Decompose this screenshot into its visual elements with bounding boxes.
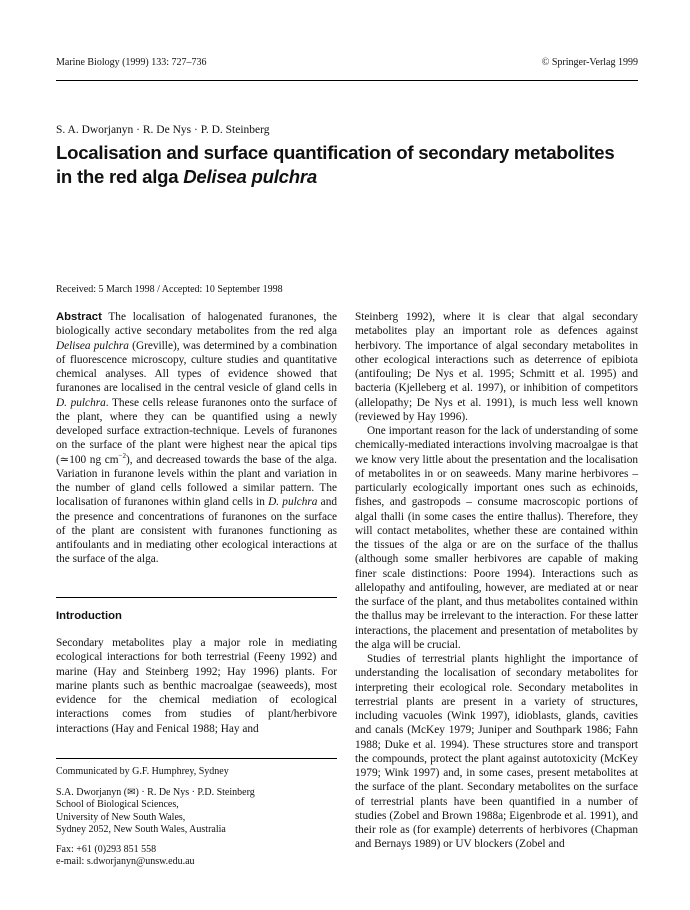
email-address: e-mail: s.dworjanyn@unsw.edu.au bbox=[56, 856, 195, 867]
abstract: Abstract The localisation of halogenated furanones, the biologically active secondary metabolites from the red alga Delisea pulchra (Greville), was determined by a combination of fluorescence microscopy, culture studies and quantitative chemical analyses. All types of evidence showed that furanones are localised in the central vesicle of gland cells in D. pulchra. These cells release furanones onto the surface of the plant, where they can be quantified using a newly developed surface extraction-technique. Levels of furanones on the surface of the plant were highest near the apical tips (≃100 ng $cm^{-2}$), and decreased towards the base of the alga. Variation in furanone levels within the plant and variation in the number of gland cells followed a similar pattern. The localisation of furanones within gland cells in D. pulchra and the presence and concentrations of furanones on the surface of the plant are consistent with furanones functioning as antifoulants and in mediating other ecological interactions at the surface of the alga. bbox=[56, 311, 337, 566]
article-title bbox=[56, 141, 636, 189]
copyright-notice: © Springer-Verlag 1999 bbox=[541, 57, 638, 68]
paragraph: One important reason for the lack of understanding of some chemically-mediated interactions involving macroalgae is that we know very little about the presentation and the localisation of metabolites in or on seaweeds. Many marine herbivores – particularly ecologically important ones such as echinoids, fishes, and gastropods – consume macroscopic portions of algal thalli (in some cases the entire thallus). Therefore, they will contact metabolites, whether these are contained within the tissues of the alga or are on the surface of the thallus (although some smaller herbivores are capable of making finer scale distinctions: Poore 1994). Interactions such as allelopathy and antifouling, however, are mediated at or near the surface of the plant, and thus metabolites contained within the thallus may be irrelevant to the interaction. For these latter interactions, the placement and presentation of metabolites by the alga will be crucial. bbox=[355, 425, 638, 651]
paragraph: Studies of terrestrial plants highlight the importance of understanding the localisation of secondary metabolites for interpreting their ecological role. Secondary metabolites in terrestrial plants are present in a variety of structures, including vacuoles (Wink 1997), idioblasts, glands, cavities and canals (McKey 1979; Juniper and Southpark 1986; Fahn 1988; Duke et al. 1994). These structures store and transport the compounds, protect the plant against autotoxicity (McKey 1979; Wink 1997) and, in some cases, present metabolites at the surface of the plant. Secondary metabolites on the surface of terrestrial plants have been quantified in a number of studies (Zobel and Brown 1988a; Eigenbrode et al. 1991), and their role as (for example) deterrents of herbivores (Chapman and Bernays 1989) or UV blockers (Zobel and bbox=[355, 653, 638, 851]
address-line: Sydney 2052, New South Wales, Australia bbox=[56, 824, 226, 835]
section-rule bbox=[56, 597, 337, 598]
author-list: S. A. Dworjanyn · R. De Nys · P. D. Steinberg bbox=[56, 124, 270, 136]
abstract-label: Abstract bbox=[56, 311, 102, 323]
left-column bbox=[56, 310, 337, 567]
footnote bbox=[56, 766, 337, 869]
received-accepted-dates: Received: 5 March 1998 / Accepted: 10 September 1998 bbox=[56, 284, 283, 295]
address-line: University of New South Wales, bbox=[56, 811, 186, 823]
introduction-text: Secondary metabolites play a major role in mediating ecological interactions for both terrestrial (Feeny 1992) and marine (Hay and Steinberg 1992; Hay 1996) plants. For marine plants such as benthic macroalgae (seaweeds), most evidence for the chemical mediation of ecological interactions comes from studies of plant/herbivore interactions (Hay and Fenical 1988; Hay and bbox=[56, 637, 337, 735]
journal-citation: Marine Biology (1999) 133: 727–736 bbox=[56, 57, 207, 68]
species-name: Delisea pulchra bbox=[183, 166, 317, 187]
address-line: School of Biological Sciences, bbox=[56, 799, 179, 810]
title-line-2: in the red alga Delisea pulchra bbox=[56, 166, 317, 187]
corresponding-authors: S.A. Dworjanyn (✉) · R. De Nys · P.D. Steinberg bbox=[56, 786, 255, 798]
header-rule bbox=[56, 80, 638, 81]
footnote-rule bbox=[56, 758, 337, 759]
introduction-heading: Introduction bbox=[56, 610, 122, 622]
communicated-by: Communicated by G.F. Humphrey, Sydney bbox=[56, 766, 229, 777]
right-column bbox=[355, 310, 638, 852]
title-line-1: Localisation and surface quantification of secondary metabolites bbox=[56, 142, 615, 163]
paragraph: Steinberg 1992), where it is clear that algal secondary metabolites play an important role as defences against herbivory. The importance of algal secondary metabolites in other ecological interactions such as deterrence of epibiota (antifouling; De Nys et al. 1995; Schmitt et al. 1995) and bacteria (Kjelleberg et al. 1997), or inhibition of competitors (allelopathy; De Nys et al. 1991), is much less well known (reviewed by Hay 1996). bbox=[355, 311, 638, 423]
fax-number: Fax: +61 (0)293 851 558 bbox=[56, 843, 157, 855]
